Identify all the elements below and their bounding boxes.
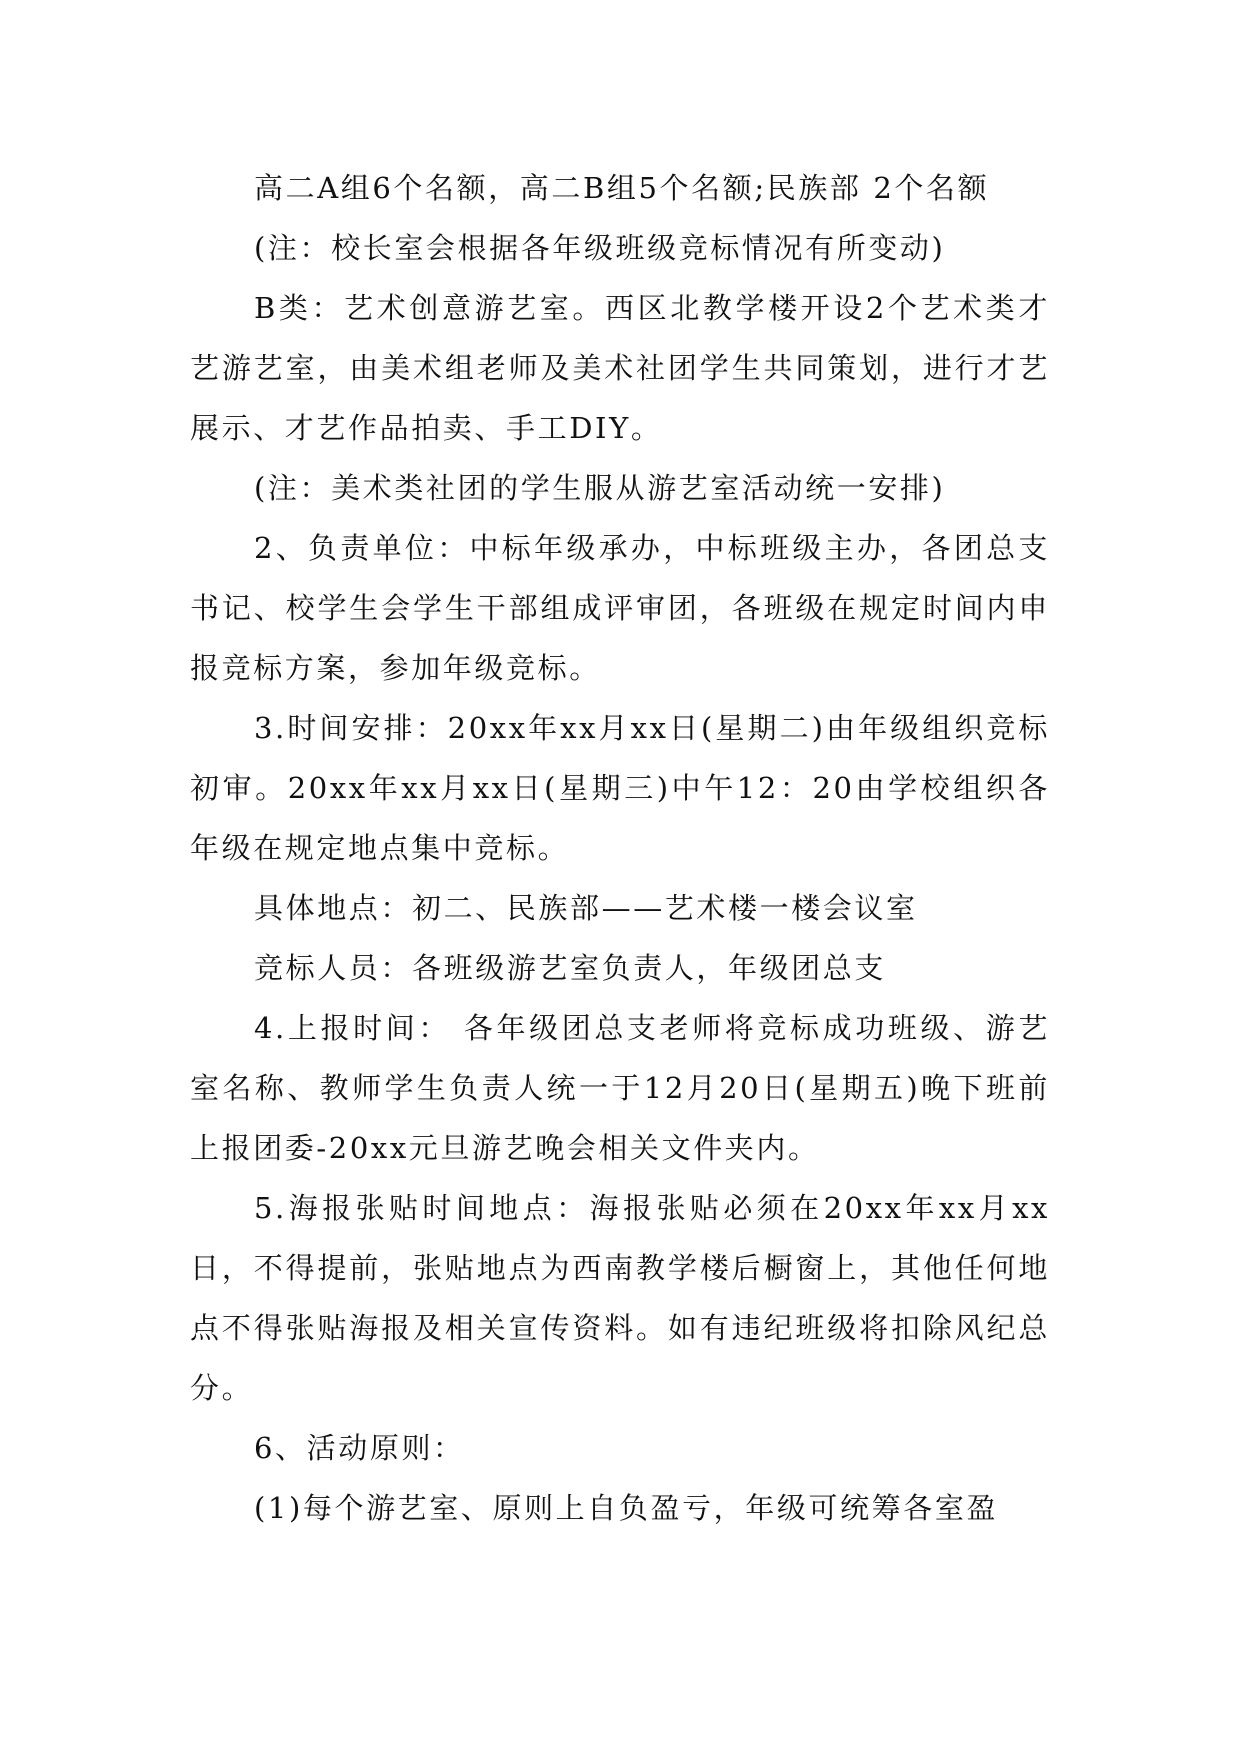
document-body bbox=[190, 158, 1050, 1538]
paragraph-location: 具体地点：初二、民族部——艺术楼一楼会议室 bbox=[254, 891, 918, 925]
paragraph-poster: 5.海报张贴时间地点：海报张贴必须在20xx年xx月xx日，不得提前，张贴地点为西南教学楼后橱窗上，其他任何地点不得张贴海报及相关宣传资料。如有违纪班级将扣除风纪总分。 bbox=[190, 1191, 1050, 1405]
paragraph-category-b: B类：艺术创意游艺室。西区北教学楼开设2个艺术类才艺游艺室，由美术组老师及美术社团学生共同策划，进行才艺展示、才艺作品拍卖、手工DIY。 bbox=[190, 291, 1050, 445]
paragraph-quota: 高二A组6个名额，高二B组5个名额;民族部 2个名额 bbox=[254, 171, 990, 205]
paragraph-responsible-unit: 2、负责单位：中标年级承办，中标班级主办，各团总支书记、校学生会学生干部组成评审团，各班级在规定时间内申报竞标方案，参加年级竞标。 bbox=[190, 531, 1050, 685]
paragraph-bidding-staff: 竞标人员：各班级游艺室负责人，年级团总支 bbox=[254, 951, 887, 985]
paragraph-schedule: 3.时间安排：20xx年xx月xx日(星期二)由年级组织竞标初审。20xx年xx月xx日(星期三)中午12：20由学校组织各年级在规定地点集中竞标。 bbox=[190, 711, 1050, 865]
paragraph-report-time: 4.上报时间： 各年级团总支老师将竞标成功班级、游艺室名称、教师学生负责人统一于12月20日(星期五)晚下班前上报团委-20xx元旦游艺晚会相关文件夹内。 bbox=[190, 1011, 1050, 1165]
paragraph-principle-1: (1)每个游艺室、原则上自负盈亏，年级可统筹各室盈 bbox=[254, 1491, 999, 1525]
paragraph-principles-heading: 6、活动原则： bbox=[254, 1431, 465, 1465]
paragraph-note-art-club: (注：美术类社团的学生服从游艺室活动统一安排) bbox=[254, 471, 946, 505]
paragraph-note-principal: (注：校长室会根据各年级班级竞标情况有所变动) bbox=[254, 231, 946, 265]
